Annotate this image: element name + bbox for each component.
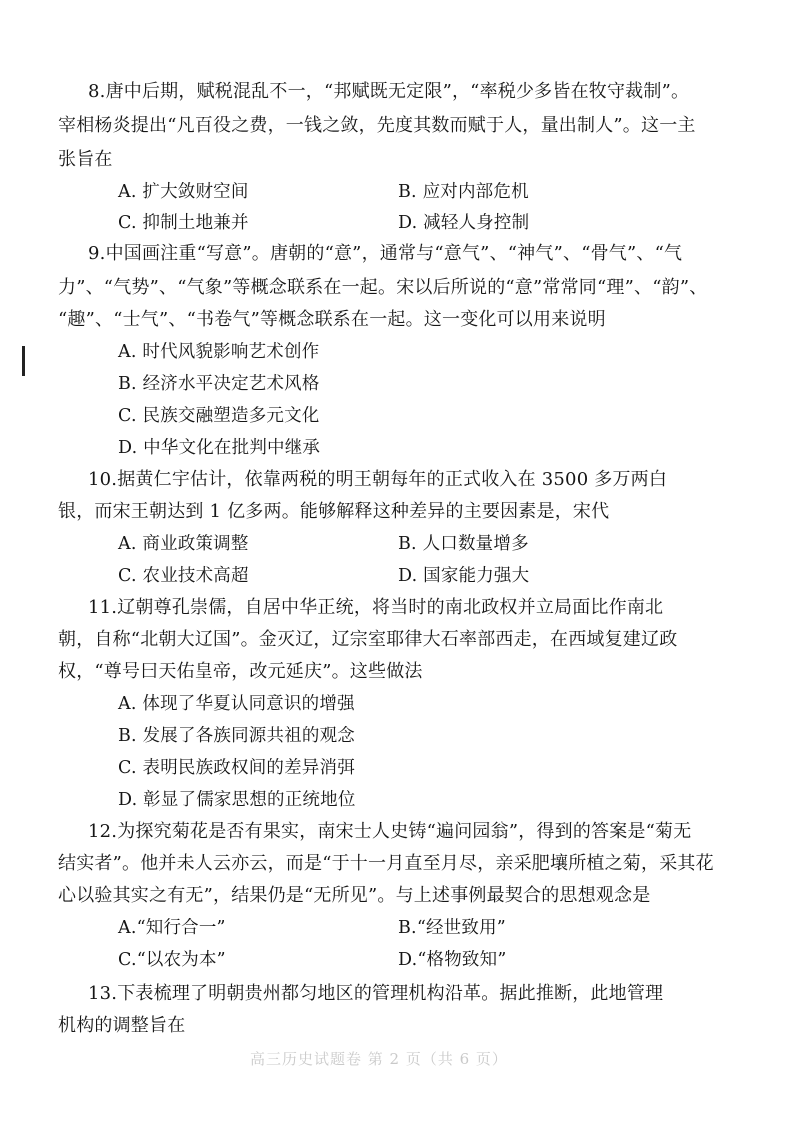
q12-option-a: A.“知行合一” [118, 918, 226, 938]
q8-option-c: C. 抑制土地兼并 [118, 213, 249, 233]
q9-option-a: A. 时代风貌影响艺术创作 [118, 342, 320, 362]
scan-mark [22, 346, 25, 376]
q12-option-b: B.“经世致用” [398, 918, 506, 938]
q10-option-d: D. 国家能力强大 [398, 566, 530, 586]
q10-stem-line-2: 银，而宋王朝达到 1 亿多两。能够解释这种差异的主要因素是，宋代 [58, 501, 610, 522]
q9-stem-line-2: 力”、“气势”、“气象”等概念联系在一起。宋以后所说的“意”常常同“理”、“韵”、 [58, 277, 708, 298]
q9-option-d: D. 中华文化在批判中继承 [118, 438, 321, 458]
q12-option-d: D.“格物致知” [398, 950, 507, 970]
q10-option-b: B. 人口数量增多 [398, 534, 529, 554]
q8-stem-line-2: 宰相杨炎提出“凡百役之费，一钱之敛，先度其数而赋于人，量出制人”。这一主 [58, 115, 696, 136]
q8-option-d: D. 减轻人身控制 [398, 213, 530, 233]
q12-stem-line-1: 12.为探究菊花是否有果实，南宋士人史铸“遍问园翁”，得到的答案是“菊无 [88, 821, 692, 842]
q9-stem-line-3: “趣”、“士气”、“书卷气”等概念联系在一起。这一变化可以用来说明 [58, 309, 606, 330]
q8-option-b: B. 应对内部危机 [398, 182, 529, 202]
q11-stem-line-3: 权，“尊号曰天佑皇帝，改元延庆”。这些做法 [58, 661, 423, 682]
q8-stem-line-1: 8.唐中后期，赋税混乱不一，“邦赋既无定限”，“率税少多皆在牧守裁制”。 [88, 81, 690, 102]
q11-option-c: C. 表明民族政权间的差异消弭 [118, 758, 355, 778]
q12-option-c: C.“以农为本” [118, 950, 226, 970]
q13-stem-line-1: 13.下表梳理了明朝贵州都匀地区的管理机构沿革。据此推断，此地管理 [88, 983, 664, 1004]
q13-stem-line-2: 机构的调整旨在 [58, 1015, 186, 1036]
q8-option-a: A. 扩大敛财空间 [118, 182, 249, 202]
q11-stem-line-1: 11.辽朝尊孔崇儒，自居中华正统，将当时的南北政权并立局面比作南北 [88, 597, 664, 618]
q10-stem-line-1: 10.据黄仁宇估计，依靠两税的明王朝每年的正式收入在 3500 多万两白 [88, 469, 668, 490]
q12-stem-line-3: 心以验其实之有无”，结果仍是“无所见”。与上述事例最契合的思想观念是 [58, 885, 651, 906]
q11-option-d: D. 彰显了儒家思想的正统地位 [118, 790, 356, 810]
q8-stem-line-3: 张旨在 [58, 149, 113, 170]
q11-option-b: B. 发展了各族同源共祖的观念 [118, 726, 355, 746]
q11-option-a: A. 体现了华夏认同意识的增强 [118, 694, 355, 714]
q9-stem-line-1: 9.中国画注重“写意”。唐朝的“意”，通常与“意气”、“神气”、“骨气”、“气 [88, 243, 683, 264]
page-footer: 高三历史试题卷 第 2 页（共 6 页） [250, 1050, 508, 1068]
q10-option-c: C. 农业技术高超 [118, 566, 249, 586]
q9-option-c: C. 民族交融塑造多元文化 [118, 406, 320, 426]
q11-stem-line-2: 朝，自称“北朝大辽国”。金灭辽，辽宗室耶律大石率部西走，在西域复建辽政 [58, 629, 678, 650]
q10-option-a: A. 商业政策调整 [118, 534, 249, 554]
q9-option-b: B. 经济水平决定艺术风格 [118, 374, 320, 394]
q12-stem-line-2: 结实者”。他并未人云亦云，而是“于十一月直至月尽，亲采肥壤所植之菊，采其花 [58, 853, 714, 874]
